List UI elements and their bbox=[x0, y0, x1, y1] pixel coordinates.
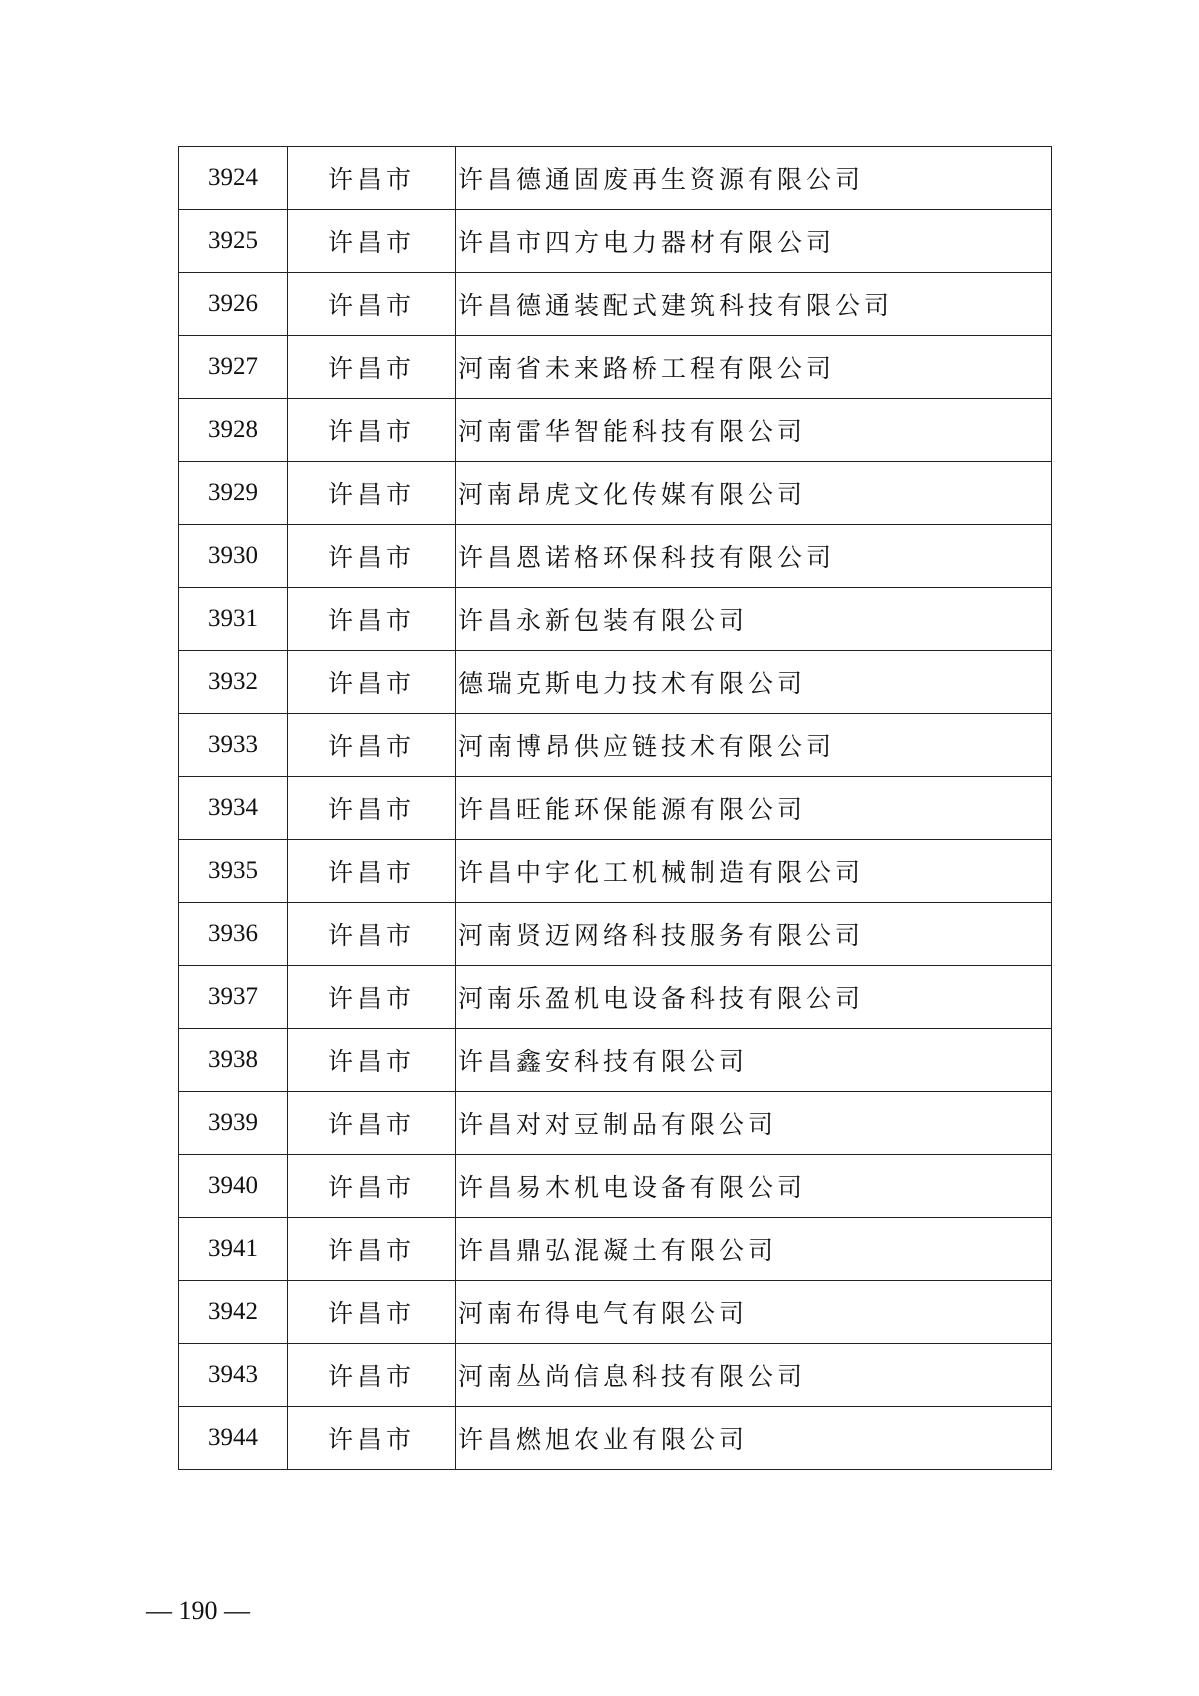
city-cell: 许昌市 bbox=[288, 1281, 456, 1344]
table-row bbox=[179, 588, 1052, 651]
city-cell: 许昌市 bbox=[288, 1218, 456, 1281]
table-row bbox=[179, 1218, 1052, 1281]
row-number-cell: 3930 bbox=[179, 525, 288, 588]
table-row bbox=[179, 210, 1052, 273]
table-row bbox=[179, 1029, 1052, 1092]
row-number-cell: 3924 bbox=[179, 147, 288, 210]
table-row bbox=[179, 525, 1052, 588]
company-name-cell: 许昌对对豆制品有限公司 bbox=[456, 1092, 1052, 1155]
row-number-cell: 3939 bbox=[179, 1092, 288, 1155]
table-row bbox=[179, 147, 1052, 210]
row-number-cell: 3940 bbox=[179, 1155, 288, 1218]
table-row bbox=[179, 273, 1052, 336]
table-body bbox=[179, 147, 1052, 1470]
city-cell: 许昌市 bbox=[288, 525, 456, 588]
table-row bbox=[179, 651, 1052, 714]
company-name-cell: 许昌永新包装有限公司 bbox=[456, 588, 1052, 651]
row-number-cell: 3929 bbox=[179, 462, 288, 525]
city-cell: 许昌市 bbox=[288, 462, 456, 525]
city-cell: 许昌市 bbox=[288, 1092, 456, 1155]
company-name-cell: 许昌燃旭农业有限公司 bbox=[456, 1407, 1052, 1470]
row-number-cell: 3931 bbox=[179, 588, 288, 651]
city-cell: 许昌市 bbox=[288, 966, 456, 1029]
row-number-cell: 3942 bbox=[179, 1281, 288, 1344]
table-row bbox=[179, 1281, 1052, 1344]
company-name-cell: 河南贤迈网络科技服务有限公司 bbox=[456, 903, 1052, 966]
table-row bbox=[179, 903, 1052, 966]
company-name-cell: 河南布得电气有限公司 bbox=[456, 1281, 1052, 1344]
city-cell: 许昌市 bbox=[288, 903, 456, 966]
table-row bbox=[179, 777, 1052, 840]
page-number: — 190 — bbox=[146, 1596, 250, 1625]
table-row bbox=[179, 840, 1052, 903]
city-cell: 许昌市 bbox=[288, 1344, 456, 1407]
row-number-cell: 3928 bbox=[179, 399, 288, 462]
row-number-cell: 3941 bbox=[179, 1218, 288, 1281]
row-number-cell: 3938 bbox=[179, 1029, 288, 1092]
row-number-cell: 3926 bbox=[179, 273, 288, 336]
city-cell: 许昌市 bbox=[288, 714, 456, 777]
row-number-cell: 3927 bbox=[179, 336, 288, 399]
city-cell: 许昌市 bbox=[288, 651, 456, 714]
table-row bbox=[179, 1344, 1052, 1407]
company-name-cell: 许昌德通固废再生资源有限公司 bbox=[456, 147, 1052, 210]
row-number-cell: 3932 bbox=[179, 651, 288, 714]
city-cell: 许昌市 bbox=[288, 588, 456, 651]
city-cell: 许昌市 bbox=[288, 210, 456, 273]
company-name-cell: 河南乐盈机电设备科技有限公司 bbox=[456, 966, 1052, 1029]
city-cell: 许昌市 bbox=[288, 1407, 456, 1470]
row-number-cell: 3944 bbox=[179, 1407, 288, 1470]
city-cell: 许昌市 bbox=[288, 1029, 456, 1092]
company-list-table bbox=[178, 146, 1052, 1470]
city-cell: 许昌市 bbox=[288, 1155, 456, 1218]
city-cell: 许昌市 bbox=[288, 777, 456, 840]
company-name-cell: 河南博昂供应链技术有限公司 bbox=[456, 714, 1052, 777]
city-cell: 许昌市 bbox=[288, 840, 456, 903]
company-name-cell: 许昌市四方电力器材有限公司 bbox=[456, 210, 1052, 273]
table-row bbox=[179, 966, 1052, 1029]
table-row bbox=[179, 1092, 1052, 1155]
company-name-cell: 河南省未来路桥工程有限公司 bbox=[456, 336, 1052, 399]
table-row bbox=[179, 1407, 1052, 1470]
company-name-cell: 许昌鼎弘混凝土有限公司 bbox=[456, 1218, 1052, 1281]
table-row bbox=[179, 714, 1052, 777]
row-number-cell: 3933 bbox=[179, 714, 288, 777]
city-cell: 许昌市 bbox=[288, 147, 456, 210]
table-row bbox=[179, 1155, 1052, 1218]
row-number-cell: 3937 bbox=[179, 966, 288, 1029]
company-name-cell: 河南丛尚信息科技有限公司 bbox=[456, 1344, 1052, 1407]
row-number-cell: 3934 bbox=[179, 777, 288, 840]
company-name-cell: 许昌恩诺格环保科技有限公司 bbox=[456, 525, 1052, 588]
row-number-cell: 3943 bbox=[179, 1344, 288, 1407]
company-name-cell: 许昌鑫安科技有限公司 bbox=[456, 1029, 1052, 1092]
table-row bbox=[179, 399, 1052, 462]
row-number-cell: 3925 bbox=[179, 210, 288, 273]
company-name-cell: 许昌中宇化工机械制造有限公司 bbox=[456, 840, 1052, 903]
company-name-cell: 河南昂虎文化传媒有限公司 bbox=[456, 462, 1052, 525]
city-cell: 许昌市 bbox=[288, 273, 456, 336]
city-cell: 许昌市 bbox=[288, 399, 456, 462]
company-name-cell: 许昌旺能环保能源有限公司 bbox=[456, 777, 1052, 840]
table-row bbox=[179, 462, 1052, 525]
company-name-cell: 德瑞克斯电力技术有限公司 bbox=[456, 651, 1052, 714]
row-number-cell: 3935 bbox=[179, 840, 288, 903]
table-row bbox=[179, 336, 1052, 399]
company-name-cell: 许昌易木机电设备有限公司 bbox=[456, 1155, 1052, 1218]
row-number-cell: 3936 bbox=[179, 903, 288, 966]
company-name-cell: 许昌德通装配式建筑科技有限公司 bbox=[456, 273, 1052, 336]
city-cell: 许昌市 bbox=[288, 336, 456, 399]
company-name-cell: 河南雷华智能科技有限公司 bbox=[456, 399, 1052, 462]
